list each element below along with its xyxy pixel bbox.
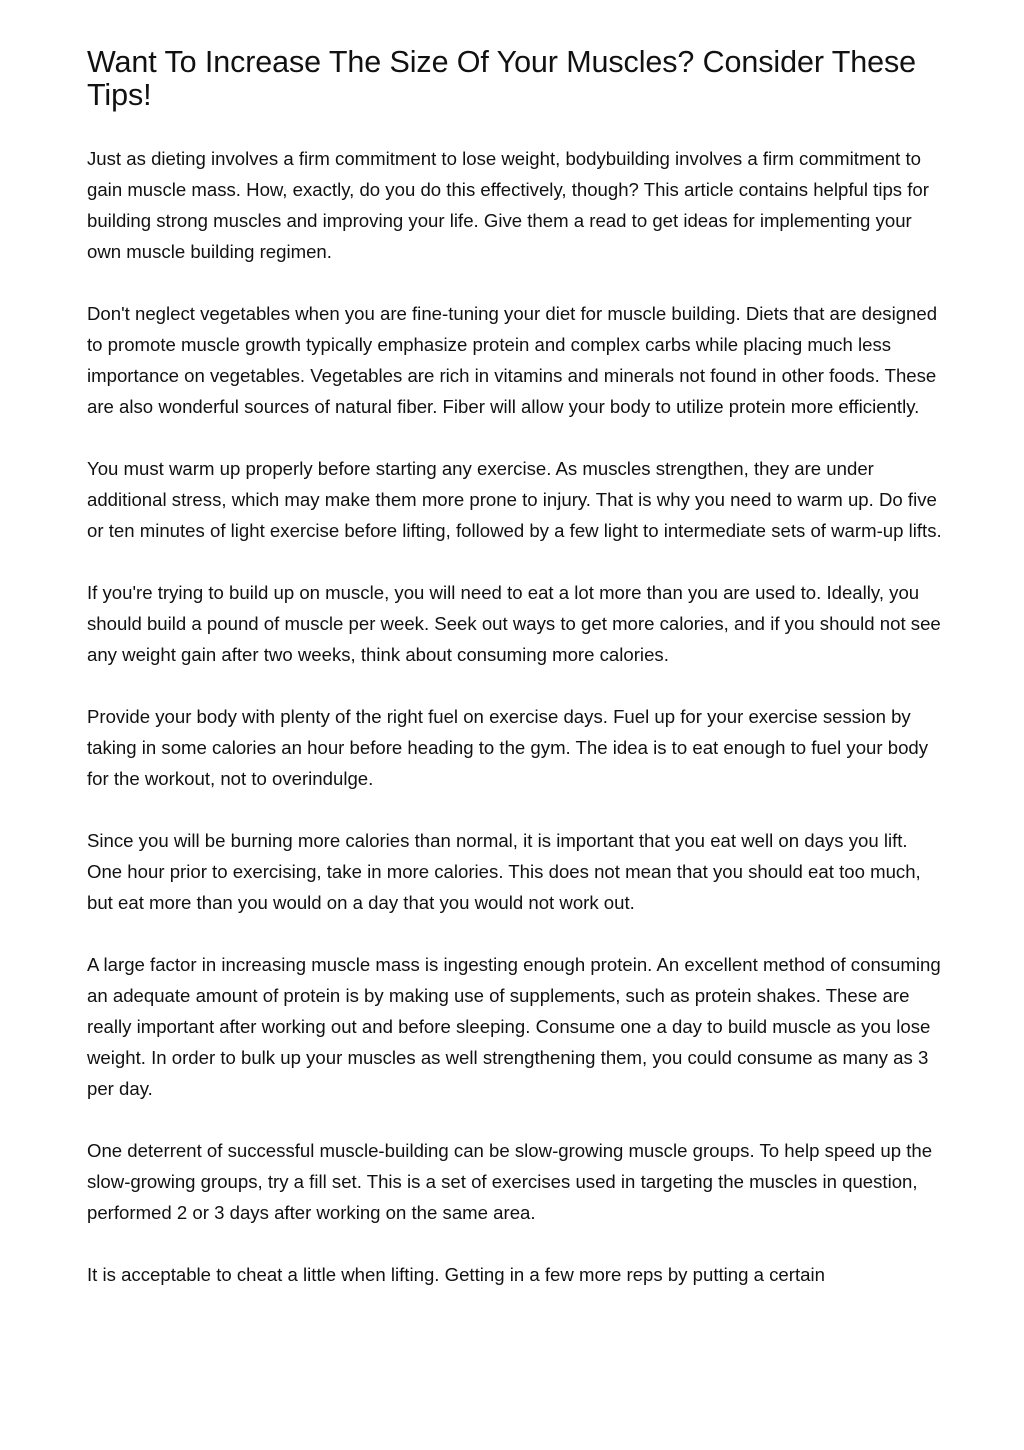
paragraph-intro: Just as dieting involves a firm commitment to lose weight, bodybuilding involves a firm commitment to gain muscle mass. How, exactly, do you do this effectively, though? This article contains helpful tips for building strong muscles and improving your life. Give them a read to get ideas for implementing your own muscle building regimen. <box>87 148 929 262</box>
paragraph-fuel: Provide your body with plenty of the right fuel on exercise days. Fuel up for your exercise session by taking in some calories an hour before heading to the gym. The idea is to eat enough to fuel your body for the workout, not to overindulge. <box>87 706 929 789</box>
paragraph-calories: Since you will be burning more calories than normal, it is important that you eat well on days you lift. One hour prior to exercising, take in more calories. This does not mean that you should eat too much, but eat more than you would on a day that you would not work out. <box>87 830 921 913</box>
paragraph-cheat: It is acceptable to cheat a little when lifting. Getting in a few more reps by putting a certain <box>87 1264 825 1285</box>
paragraph-vegetables: Don't neglect vegetables when you are fine-tuning your diet for muscle building. Diets that are designed to promote muscle growth typically emphasize protein and complex carbs while placing much less importance on vegetables. Vegetables are rich in vitamins and minerals not found in other foods. These are also wonderful sources of natural fiber. Fiber will allow your body to utilize protein more efficiently. <box>87 303 938 417</box>
paragraph-eat-more: If you're trying to build up on muscle, you will need to eat a lot more than you are used to. Ideally, you should build a pound of muscle per week. Seek out ways to get more calories, and if you should not see any weight gain after two weeks, think about consuming more calories. <box>87 582 941 665</box>
document-page <box>87 46 947 1321</box>
paragraph-fill-set: One deterrent of successful muscle-building can be slow-growing muscle groups. To help speed up the slow-growing groups, try a fill set. This is a set of exercises used in targeting the muscles in question, performed 2 or 3 days after working on the same area. <box>87 1140 933 1223</box>
paragraph-protein: A large factor in increasing muscle mass is ingesting enough protein. An excellent method of consuming an adequate amount of protein is by making use of supplements, such as protein shakes. These are really important after working out and before sleeping. Consume one a day to build muscle as you lose weight. In order to bulk up your muscles as well strengthening them, you could consume as many as 3 per day. <box>87 954 941 1099</box>
page-title: Want To Increase The Size Of Your Muscles? Consider These Tips! <box>87 45 916 112</box>
paragraph-warm-up: You must warm up properly before starting any exercise. As muscles strengthen, they are under additional stress, which may make them more prone to injury. That is why you need to warm up. Do five or ten minutes of light exercise before lifting, followed by a few light to intermediate sets of warm-up lifts. <box>87 458 942 541</box>
